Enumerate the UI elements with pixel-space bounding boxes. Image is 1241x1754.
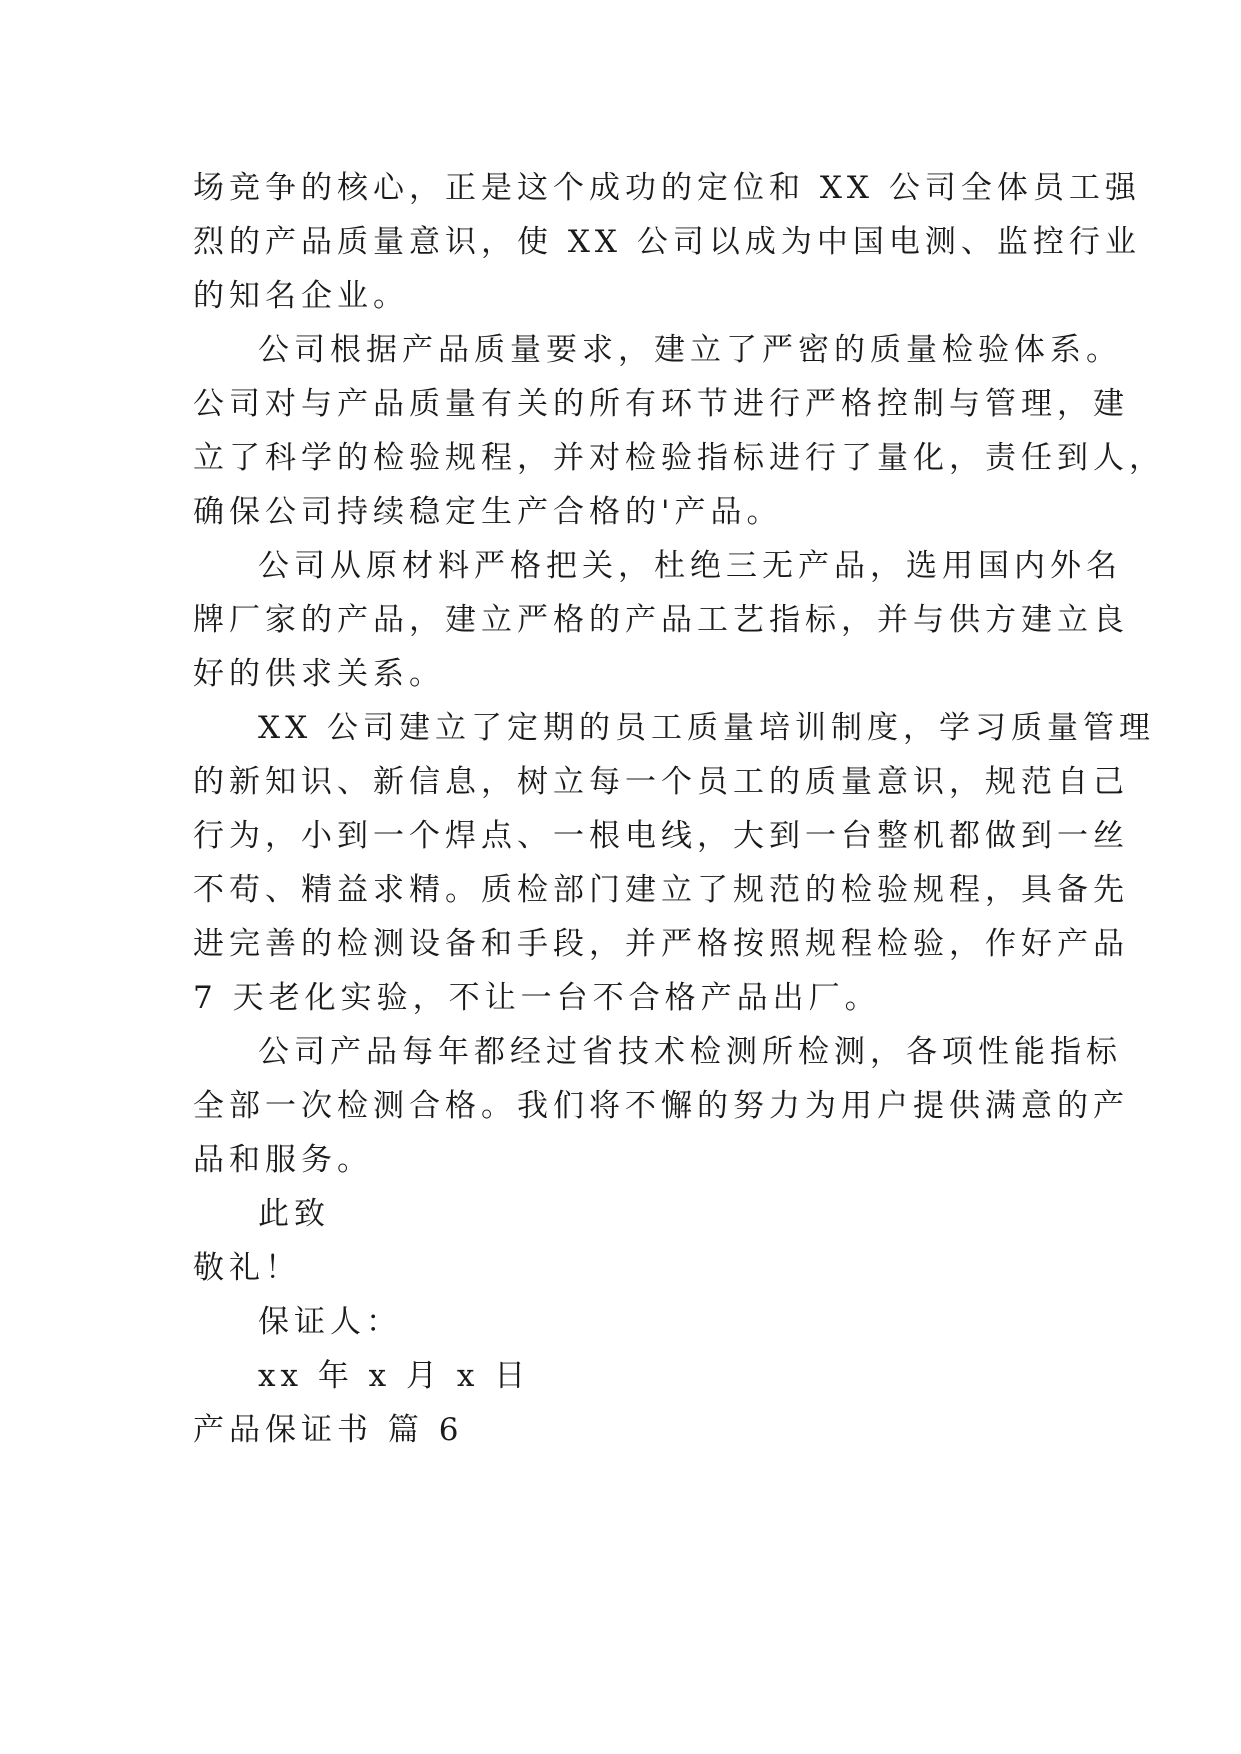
body-line: 进完善的检测设备和手段，并严格按照规程检验，作好产品 bbox=[193, 926, 1129, 962]
body-line: 7 天老化实验，不让一台不合格产品出厂。 bbox=[193, 980, 881, 1016]
date-line: xx 年 x 月 x 日 bbox=[258, 1358, 531, 1394]
closing-regards: 敬礼！ bbox=[193, 1250, 301, 1286]
body-line: 品和服务。 bbox=[193, 1142, 373, 1178]
paragraph-start-line: 公司根据产品质量要求，建立了严密的质量检验体系。 bbox=[258, 332, 1122, 368]
body-line: 确保公司持续稳定生产合格的'产品。 bbox=[193, 494, 783, 530]
paragraph-start-line: 公司从原材料严格把关，杜绝三无产品，选用国内外名 bbox=[258, 548, 1122, 584]
paragraph-start-line: 公司产品每年都经过省技术检测所检测，各项性能指标 bbox=[258, 1034, 1122, 1070]
paragraph-start-line: XX 公司建立了定期的员工质量培训制度，学习质量管理 bbox=[258, 710, 1155, 746]
body-line: 好的供求关系。 bbox=[193, 656, 445, 692]
body-line: 场竞争的核心，正是这个成功的定位和 XX 公司全体员工强 bbox=[193, 170, 1141, 206]
body-line: 的新知识、新信息，树立每一个员工的质量意识，规范自己 bbox=[193, 764, 1129, 800]
guarantor-label: 保证人： bbox=[258, 1304, 402, 1340]
body-line: 全部一次检测合格。我们将不懈的努力为用户提供满意的产 bbox=[193, 1088, 1129, 1124]
next-section-title: 产品保证书 篇 6 bbox=[193, 1412, 464, 1448]
body-line: 公司对与产品质量有关的所有环节进行严格控制与管理，建 bbox=[193, 386, 1129, 422]
body-line: 牌厂家的产品，建立严格的产品工艺指标，并与供方建立良 bbox=[193, 602, 1129, 638]
body-line: 不苟、精益求精。质检部门建立了规范的检验规程，具备先 bbox=[193, 872, 1129, 908]
body-line: 烈的产品质量意识，使 XX 公司以成为中国电测、监控行业 bbox=[193, 224, 1141, 260]
closing-salutation: 此致 bbox=[258, 1196, 330, 1232]
body-line: 行为，小到一个焊点、一根电线，大到一台整机都做到一丝 bbox=[193, 818, 1129, 854]
body-line: 的知名企业。 bbox=[193, 278, 409, 314]
body-line: 立了科学的检验规程，并对检验指标进行了量化，责任到人， bbox=[193, 440, 1165, 476]
